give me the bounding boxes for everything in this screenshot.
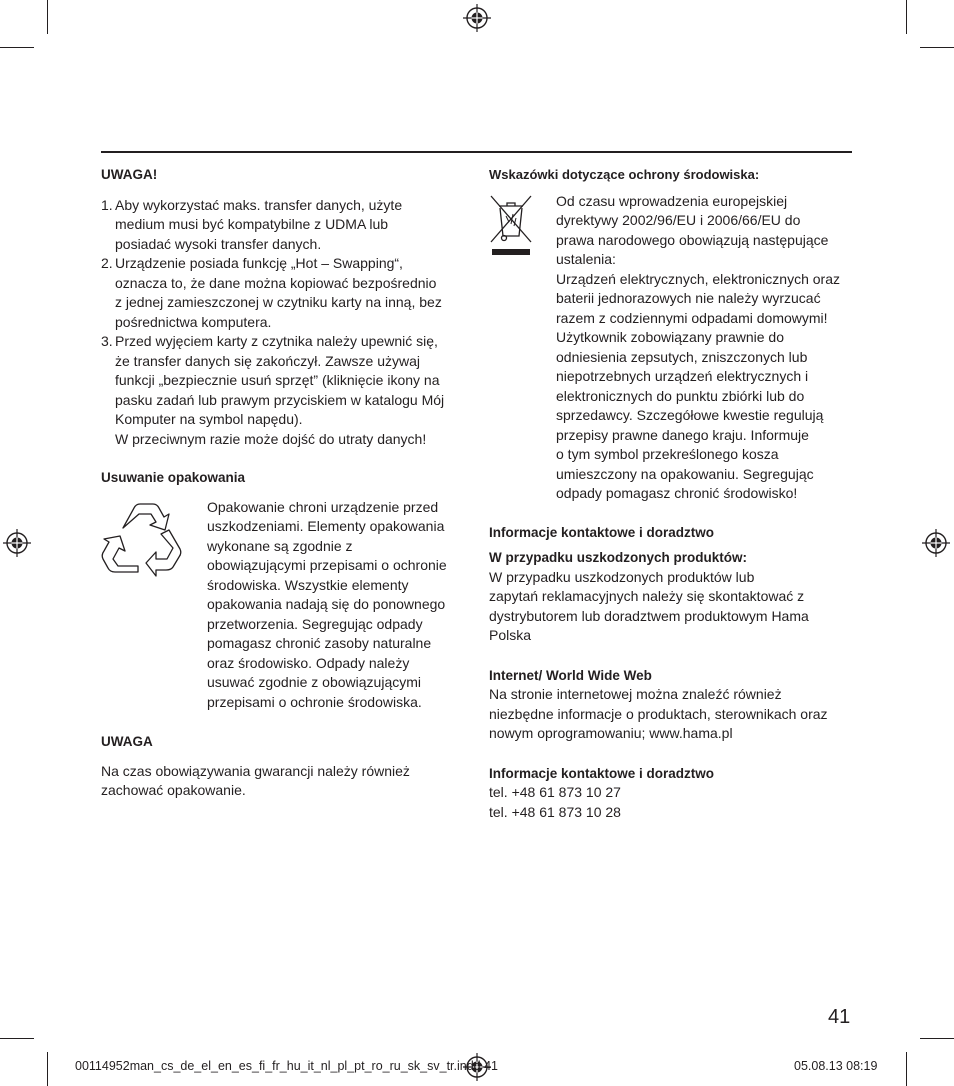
list-line: z jednej zamieszczonej w czytniku karty na inną, bez — [115, 294, 442, 310]
body-line: dystrybutorem lub doradztwem produktowym Hama — [489, 607, 809, 624]
list-item — [101, 196, 466, 255]
damaged-text — [489, 568, 854, 646]
body-line: niepotrzebnych urządzeń elektrycznych i — [556, 368, 809, 384]
environment-heading: Wskazówki dotyczące ochrony środowiska: — [489, 167, 760, 182]
body-line: o tym symbol przekreślonego kosza — [556, 446, 779, 462]
list-line: medium musi być kompatybilne z UDMA lub — [115, 216, 389, 232]
body-line: sprzedawcy. Szczegółowe kwestie regulują — [556, 407, 824, 423]
spacer — [489, 646, 854, 665]
body-line: Użytkownik zobowiązany prawnie do — [556, 329, 784, 345]
uwaga-heading: UWAGA — [101, 734, 153, 749]
body-line: przepisy prawne danego kraju. Informuje — [556, 426, 809, 443]
list-line: Aby wykorzystać maks. transfer danych, użyte — [115, 196, 403, 213]
damaged-heading: W przypadku uszkodzonych produktów: — [489, 550, 748, 565]
spacer — [101, 449, 466, 468]
body-line: przetworzenia. Segregując odpady — [207, 615, 423, 632]
contact2-heading: Informacje kontaktowe i doradztwo — [489, 765, 715, 781]
list-line: funkcji „bezpiecznie usuń sprzęt” (kliknięcie ikony na — [115, 372, 440, 388]
body-line: Od czasu wprowadzenia europejskiej — [556, 192, 788, 209]
packaging-block — [101, 498, 466, 713]
list-number: 3. — [101, 333, 113, 349]
crossed-out-wheelie-bin-icon — [489, 192, 556, 504]
list-number: 1. — [101, 196, 113, 213]
body-line: odniesienia zepsutych, zniszczonych lub — [556, 348, 808, 365]
list-item — [101, 332, 466, 449]
list-line: że transfer danych się zakończył. Zawsze używaj — [115, 352, 421, 369]
recycle-icon — [101, 498, 207, 713]
body-line: środowiska. Wszystkie elementy — [207, 576, 409, 593]
body-line: oraz środowisko. Odpady należy — [207, 654, 410, 671]
body-line: Na czas obowiązywania gwarancji należy również — [101, 762, 410, 779]
slug-datetime: 05.08.13 08:19 — [794, 1059, 878, 1073]
body-line: opakowania nadają się do ponownego — [207, 596, 446, 612]
list-line: Komputer na symbol napędu). — [115, 411, 303, 427]
body-line: Urządzeń elektrycznych, elektronicznych oraz — [556, 270, 841, 287]
environment-block — [489, 192, 854, 504]
body-line: uszkodzeniami. Elementy opakowania — [207, 518, 445, 534]
body-line: przepisami o ochronie środowiska. — [207, 693, 422, 710]
body-line: niezbędne informacje o produktach, sterownikach oraz — [489, 705, 828, 722]
body-line: W przypadku uszkodzonych produktów lub — [489, 568, 755, 585]
slug-filename: 00114952man_cs_de_el_en_es_fi_fr_hu_it_nl_pl_pt_ro_ru_sk_sv_tr.indd 41 — [75, 1059, 499, 1073]
internet-text — [489, 685, 854, 744]
spacer — [489, 504, 854, 523]
crop-mark — [920, 1038, 954, 1039]
registration-mark-icon — [463, 4, 491, 32]
crop-mark — [47, 1052, 48, 1086]
list-line: Przed wyjęciem karty z czytnika należy upewnić się, — [115, 333, 438, 349]
crop-mark — [906, 0, 907, 34]
body-line: usuwać zgodnie z obowiązującymi — [207, 674, 421, 690]
body-line: razem z codziennymi odpadami domowymi! — [556, 309, 828, 326]
phone-number: tel. +48 61 873 10 27 — [489, 784, 621, 800]
list-line: W przeciwnym razie może dojść do utraty danych! — [115, 430, 427, 447]
uwaga-text — [101, 762, 466, 801]
list-line: pośrednictwa komputera. — [115, 313, 272, 330]
internet-heading: Internet/ World Wide Web — [489, 667, 652, 683]
registration-mark-icon — [3, 529, 31, 557]
body-line: zapytań reklamacyjnych należy się skontaktować z — [489, 588, 805, 604]
body-line: zachować opakowanie. — [101, 782, 246, 798]
environment-text — [556, 192, 840, 504]
body-line: pomagasz chronić zasoby naturalne — [207, 635, 432, 651]
body-line: wykonane są zgodnie z — [207, 537, 353, 554]
body-line: odpady pomagasz chronić środowisko! — [556, 485, 798, 501]
right-column — [489, 165, 854, 822]
packaging-text — [207, 498, 447, 713]
body-line: umieszczony na opakowaniu. Segregując — [556, 465, 814, 482]
page-number: 41 — [828, 1006, 851, 1028]
body-line: Polska — [489, 627, 532, 643]
body-line: Opakowanie chroni urządzenie przed — [207, 498, 439, 515]
crop-mark — [47, 0, 48, 34]
packaging-heading: Usuwanie opakowania — [101, 470, 246, 485]
phone-list — [489, 783, 854, 822]
body-line: baterii jednorazowych nie należy wyrzucać — [556, 290, 821, 306]
list-number: 2. — [101, 255, 113, 271]
spacer — [489, 744, 854, 763]
registration-mark-icon — [922, 529, 950, 557]
list-line: Urządzenie posiada funkcję „Hot – Swapping“, — [115, 255, 403, 271]
header-rule — [101, 151, 852, 153]
list-line: posiadać wysoki transfer danych. — [115, 235, 322, 252]
warning-list — [101, 196, 466, 450]
body-line: Na stronie internetowej można znaleźć również — [489, 686, 782, 702]
body-line: ustalenia: — [556, 251, 616, 267]
list-item — [101, 254, 466, 332]
body-line: prawa narodowego obowiązują następujące — [556, 231, 829, 248]
contact-heading: Informacje kontaktowe i doradztwo — [489, 524, 715, 540]
phone-number: tel. +48 61 873 10 28 — [489, 803, 621, 820]
crop-mark — [906, 1052, 907, 1086]
warning-heading: UWAGA! — [101, 167, 158, 182]
left-column — [101, 165, 466, 801]
body-line: obowiązującymi przepisami o ochronie — [207, 557, 447, 573]
body-line: nowym oprogramowaniu; www.hama.pl — [489, 725, 733, 741]
crop-mark — [0, 47, 34, 48]
list-line: oznacza to, że dane można kopiować bezpośrednio — [115, 274, 437, 291]
spacer — [101, 712, 466, 731]
body-line: dyrektywy 2002/96/EU i 2006/66/EU do — [556, 212, 801, 228]
body-line: elektronicznych do punktu zbiórki lub do — [556, 387, 805, 404]
crop-mark — [920, 47, 954, 48]
list-line: pasku zadań lub prawym przyciskiem w katalogu Mój — [115, 391, 445, 408]
crop-mark — [0, 1038, 34, 1039]
